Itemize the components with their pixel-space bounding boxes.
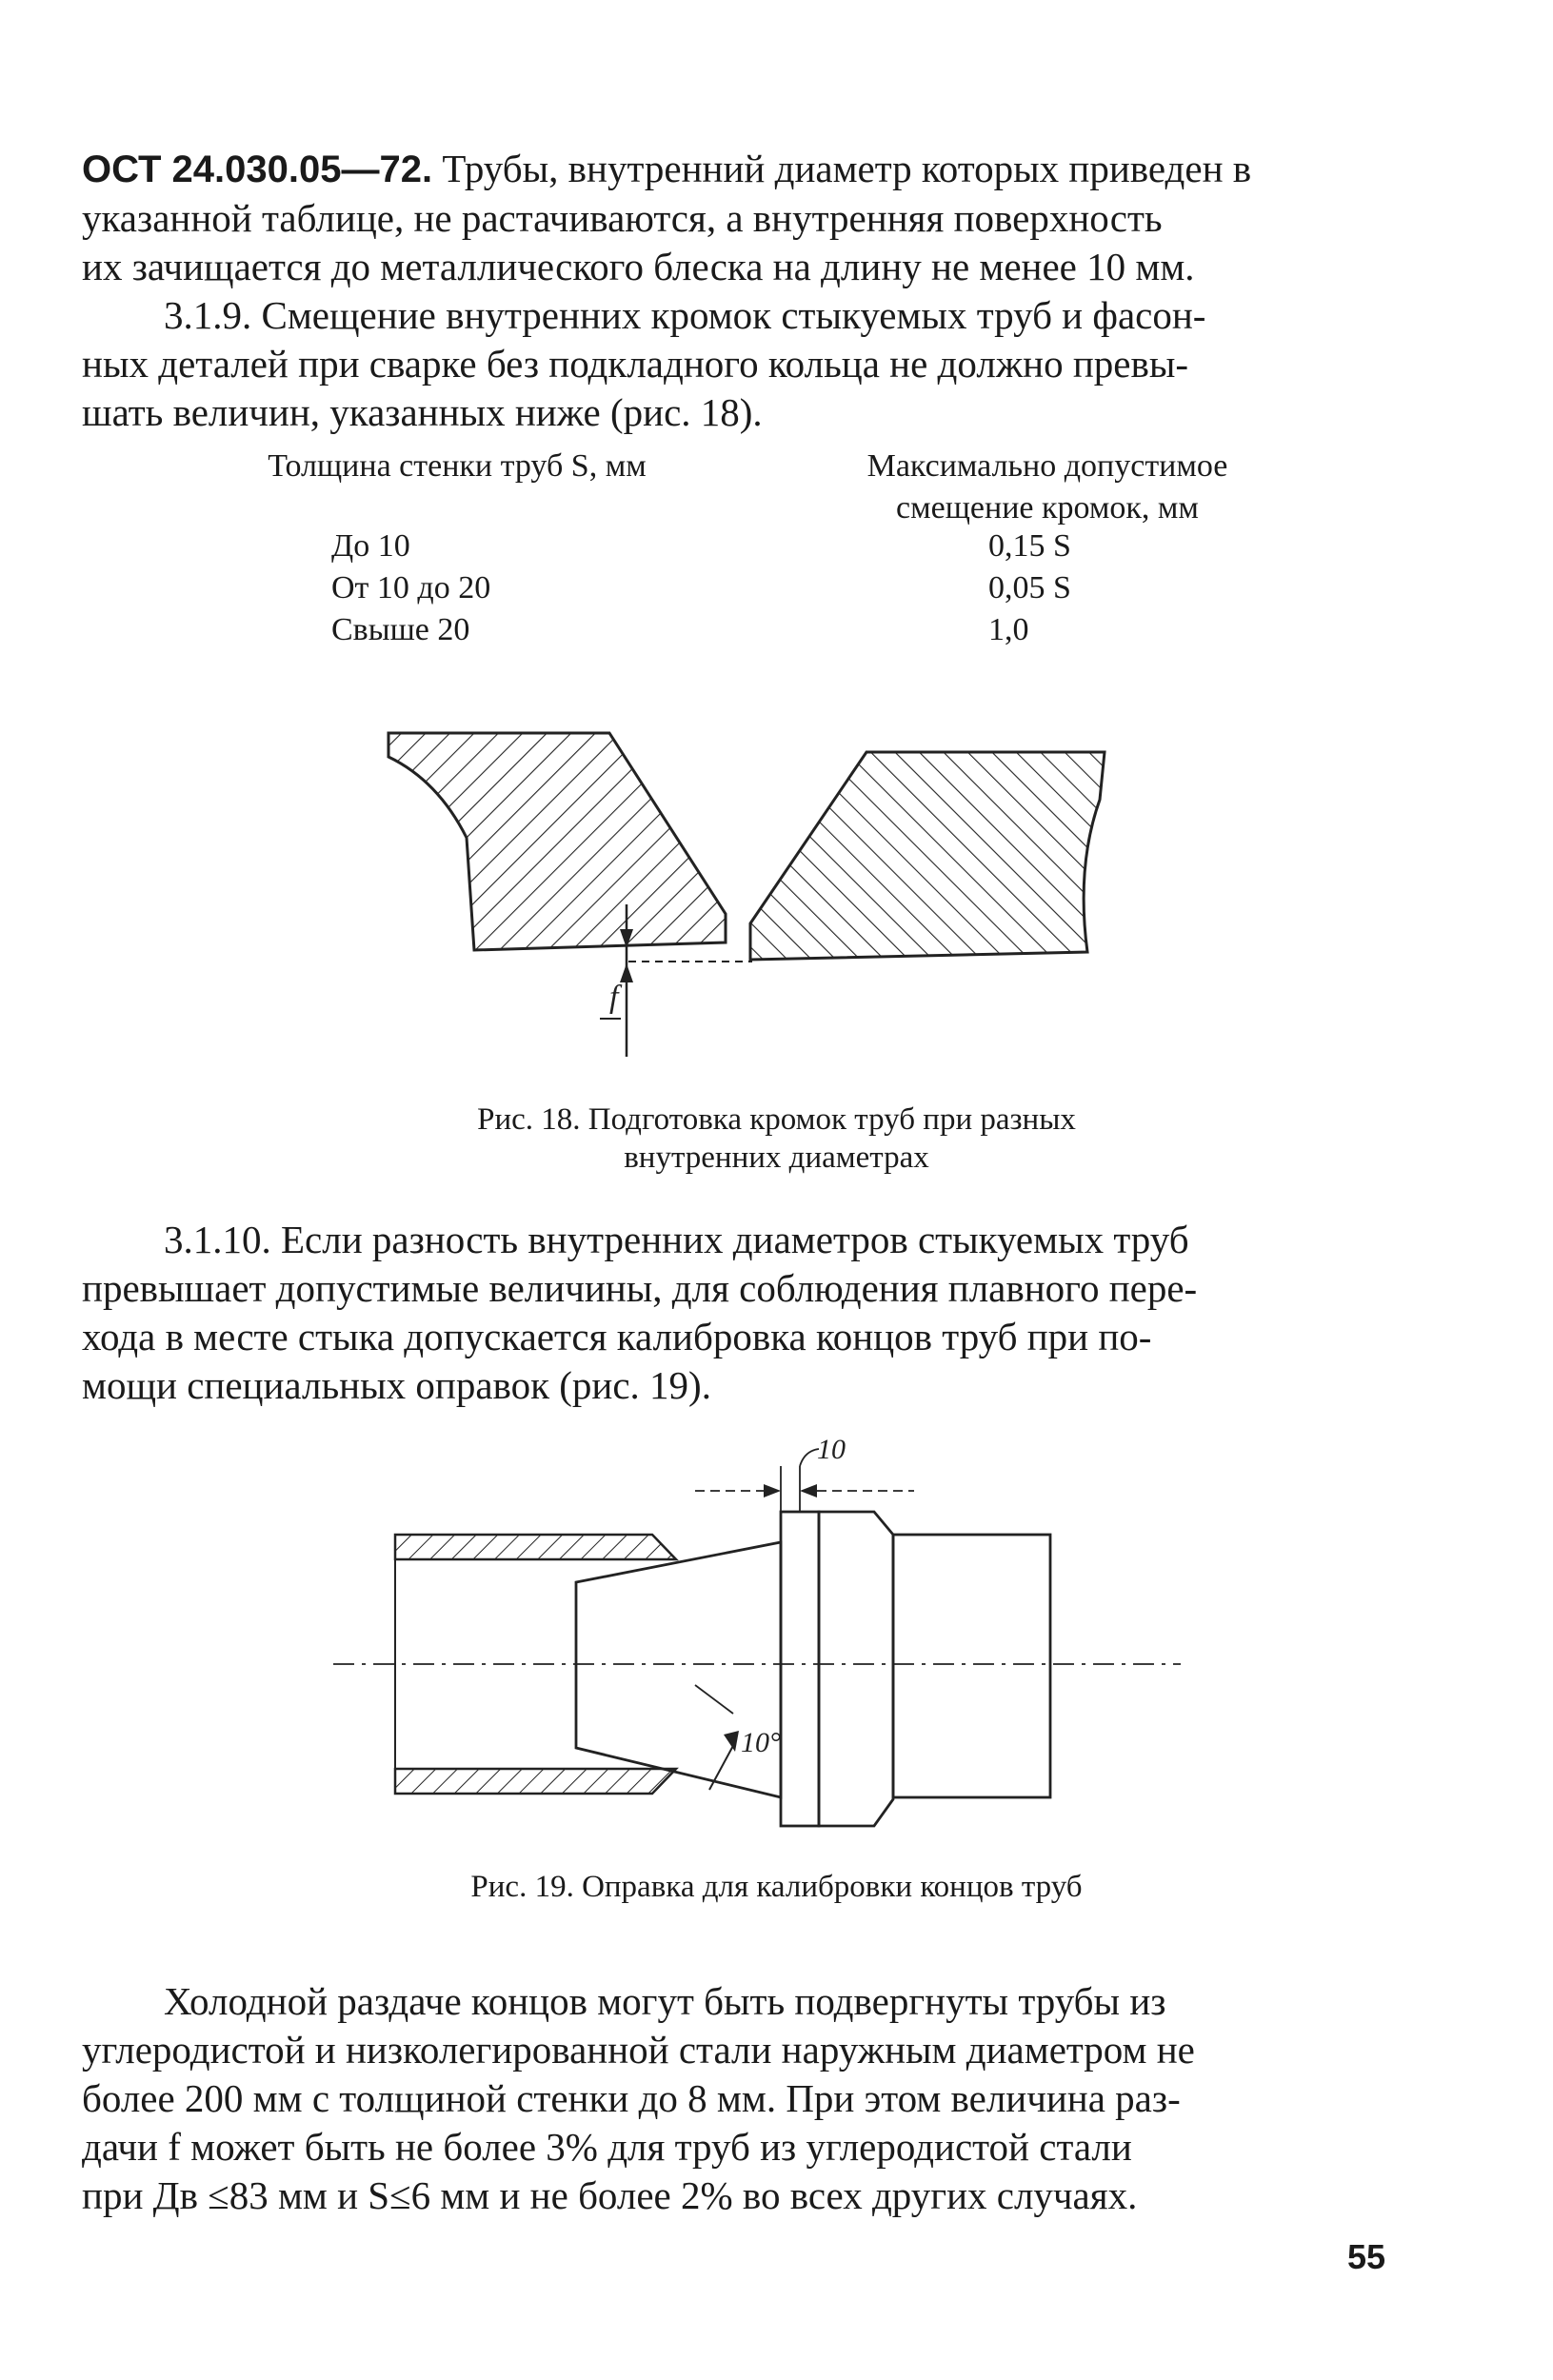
figure-19-caption: Рис. 19. Оправка для калибровки концов труб (470, 1870, 1083, 1904)
paragraph-line: ОСТ 24.030.05—72. Трубы, внутренний диаметр которых приведен в (82, 147, 1252, 190)
figure-18-caption: Рис. 18. Подготовка кромок труб при разных внутренних диаметрах (477, 1102, 1076, 1175)
mandrel-shoulder (819, 1512, 893, 1826)
paragraph-3-1-9 (82, 291, 1415, 437)
paragraph-line: более 200 мм с толщиной стенки до 8 мм. При этом величина раз- (82, 2076, 1181, 2120)
paragraph-line: указанной таблице, не растачиваются, а внутренняя поверхность (82, 196, 1163, 240)
paragraph-line: превышает допустимые величины, для соблюдения плавного пере- (82, 1266, 1198, 1310)
table-cell-thickness: До 10 (331, 528, 410, 564)
dimension-label-top: 10 (817, 1434, 846, 1465)
paragraph-intro (82, 145, 1415, 291)
mandrel-handle (893, 1535, 1050, 1797)
figure-18-edge-preparation (371, 714, 1133, 1076)
table-header-offset: Максимально допустимое смещение кромок, мм (866, 448, 1228, 526)
dimension-label-f: f (609, 980, 619, 1015)
table-cell-offset: 0,05 S (988, 570, 1071, 605)
paragraph-line: 3.1.9. Смещение внутренних кромок стыкуемых труб и фасон- (164, 293, 1206, 337)
table-header-thickness: Толщина стенки труб S, мм (268, 448, 647, 484)
mandrel-collar (781, 1512, 819, 1826)
angle-label: 10° (741, 1727, 781, 1758)
table-cell-offset: 0,15 S (988, 528, 1071, 564)
table-cell-thickness: Свыше 20 (331, 612, 470, 647)
paragraph-line: дачи f может быть не более 3% для труб из углеродистой стали (82, 2125, 1132, 2169)
mandrel-taper (576, 1542, 781, 1797)
page-number: 55 (1346, 2237, 1385, 2276)
paragraph-line: хода в месте стыка допускается калибровка концов труб при по- (82, 1315, 1152, 1359)
table-cell-offset: 1,0 (988, 612, 1029, 647)
paragraph-line: мощи специальных оправок (рис. 19). (82, 1363, 711, 1407)
standard-reference: ОСТ 24.030.05—72. (82, 149, 433, 190)
paragraph-line: 3.1.10. Если разность внутренних диаметров стыкуемых труб (164, 1218, 1189, 1261)
left-pipe-section (388, 733, 726, 950)
paragraph-line: шать величин, указанных ниже (рис. 18). (82, 390, 763, 434)
paragraph-cold-expansion (82, 1977, 1415, 2220)
paragraph-line: ных деталей при сварке без подкладного кольца не должно превы- (82, 342, 1189, 386)
paragraph-line: углеродистой и низколегированной стали наружным диаметром не (82, 2028, 1195, 2072)
table-cell-thickness: От 10 до 20 (331, 570, 491, 605)
figure-19-mandrel (324, 1428, 1181, 1828)
right-pipe-section (750, 752, 1105, 960)
pipe-wall-top (395, 1535, 676, 1559)
paragraph-line: их зачищается до металлического блеска на длину не менее 10 мм. (82, 245, 1195, 288)
paragraph-3-1-10 (82, 1216, 1415, 1410)
pipe-wall-bottom (395, 1769, 676, 1794)
paragraph-line: при Дв ≤83 мм и S≤6 мм и не более 2% во всех других случаях. (82, 2173, 1138, 2217)
paragraph-line: Холодной раздаче концов могут быть подвергнуты трубы из (164, 1979, 1166, 2023)
